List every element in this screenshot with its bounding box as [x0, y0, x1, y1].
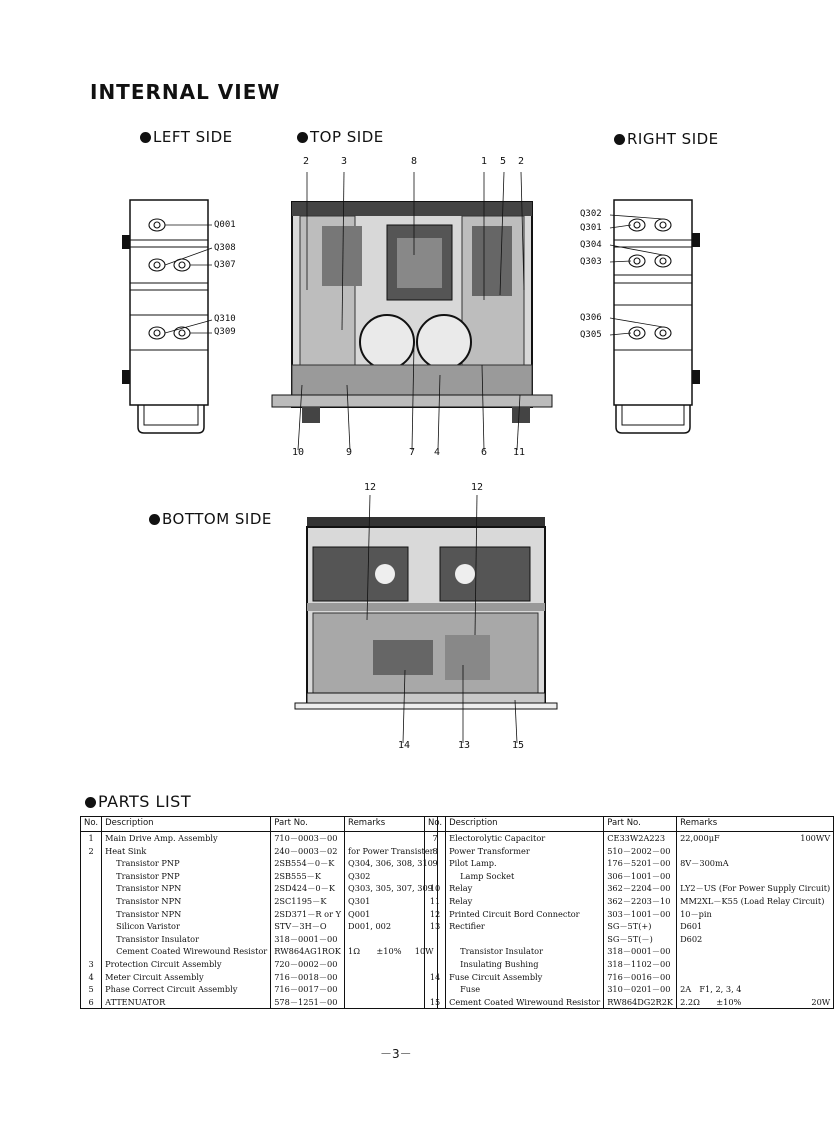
- cell-description: [102, 996, 271, 1009]
- table-row: [81, 958, 438, 971]
- callout-label: 6: [481, 447, 488, 458]
- bullet-icon: [140, 132, 151, 143]
- cell-no: [425, 870, 446, 883]
- cell-part-no: [604, 971, 677, 984]
- cell-description: [102, 920, 271, 933]
- description-text: Fuse Circuit Assembly: [449, 971, 543, 982]
- cell-remarks: [677, 933, 834, 946]
- parts-table-left: [80, 816, 441, 1009]
- cell-description: [446, 895, 604, 908]
- part-no-text: 716－0016－00: [607, 971, 671, 982]
- cell-remarks: [677, 882, 834, 895]
- bullet-icon: [149, 514, 160, 525]
- cell-part-no: [604, 996, 677, 1009]
- cell-remarks: [677, 958, 834, 971]
- remarks-text: 10－pin: [680, 908, 712, 919]
- cell-part-no: [604, 832, 677, 845]
- cell-remarks: [677, 908, 834, 921]
- remarks-text: Q001: [348, 908, 371, 919]
- cell-part-no: [271, 945, 345, 958]
- cell-part-no: [271, 996, 345, 1009]
- cell-part-no: [271, 971, 345, 984]
- part-no-text: SG－5T(+): [607, 921, 652, 932]
- cell-no: [425, 996, 446, 1009]
- table-row: [425, 958, 834, 971]
- cell-description: [446, 958, 604, 971]
- cell-remarks: [677, 895, 834, 908]
- callout-label: 12: [364, 482, 377, 493]
- cell-description: [102, 832, 271, 845]
- table-row: [425, 920, 834, 933]
- remarks-text: Q302: [348, 870, 371, 881]
- table-row: [425, 933, 834, 946]
- description-text: Transistor Insulator: [460, 946, 544, 957]
- part-no-text: 2SD371－R or Y: [274, 908, 342, 919]
- cell-no: [81, 983, 102, 996]
- cell-part-no: [271, 857, 345, 870]
- description-text: Transistor NPN: [116, 895, 182, 906]
- part-no-text: 2SD424－0－K: [274, 883, 335, 894]
- description-text: Relay: [449, 895, 473, 906]
- part-no-text: 716－0018－00: [274, 971, 338, 982]
- part-no-text: 362－2204－00: [607, 883, 671, 894]
- no-text: 6: [88, 996, 94, 1007]
- cell-no: [425, 832, 446, 845]
- description-text: Meter Circuit Assembly: [105, 971, 204, 982]
- cell-part-no: [604, 945, 677, 958]
- callout-label: 15: [512, 740, 525, 751]
- callout-label: 8: [411, 156, 418, 167]
- remarks-text: Q301: [348, 895, 371, 906]
- remarks-text: 2.2Ω ±10%: [680, 996, 742, 1007]
- bottom-side-heading: BOTTOM SIDE: [149, 510, 272, 528]
- bullet-icon: [614, 134, 625, 145]
- left-side-heading: LEFT SIDE: [140, 128, 233, 146]
- table-header-row: [81, 817, 438, 832]
- description-text: Rectifier: [449, 921, 485, 932]
- table-row: [81, 857, 438, 870]
- cell-description: [446, 933, 604, 946]
- cell-description: [102, 870, 271, 883]
- bullet-icon: [297, 132, 308, 143]
- cell-description: [446, 996, 604, 1009]
- cell-description: [446, 971, 604, 984]
- left-q-label: Q309: [214, 327, 236, 337]
- cell-remarks: [677, 832, 834, 845]
- table-row: [81, 870, 438, 883]
- description-text: Transistor Insulator: [116, 933, 200, 944]
- cell-description: [446, 832, 604, 845]
- remarks-text: 8V－300mA: [680, 858, 729, 869]
- no-text: 12: [429, 908, 441, 919]
- table-row: [81, 933, 438, 946]
- right-q-label: Q301: [580, 223, 602, 233]
- cell-description: [446, 845, 604, 858]
- column-header: Remarks: [345, 817, 438, 832]
- page-number: －3－: [380, 1047, 412, 1061]
- callout-label: 10: [292, 447, 305, 458]
- column-header: No.: [425, 817, 446, 832]
- table-row: [425, 870, 834, 883]
- description-text: Transistor PNP: [116, 858, 180, 869]
- remarks-text: 22,000μF: [680, 833, 720, 843]
- remarks-rating: 100WV: [800, 833, 831, 843]
- no-text: 7: [432, 833, 438, 843]
- parts-table-right: [424, 816, 834, 1009]
- cell-part-no: [271, 845, 345, 858]
- callout-label: 14: [398, 740, 411, 751]
- remarks-rating: 20W: [811, 996, 831, 1007]
- description-text: Printed Circuit Bord Connector: [449, 908, 580, 919]
- description-text: Main Drive Amp. Assembly: [105, 833, 218, 843]
- cell-no: [81, 845, 102, 858]
- table-row: [81, 908, 438, 921]
- cell-description: [102, 882, 271, 895]
- table-row: [81, 971, 438, 984]
- table-row: [81, 996, 438, 1009]
- remarks-text: MM2XL－K55 (Load Relay Circuit): [680, 895, 825, 906]
- description-text: Pilot Lamp.: [449, 858, 497, 869]
- right-side-diagram: [590, 195, 710, 440]
- top-side-photo: [262, 160, 562, 460]
- column-header: No.: [81, 817, 102, 832]
- cell-part-no: [271, 870, 345, 883]
- description-text: Heat Sink: [105, 845, 147, 856]
- page-title: INTERNAL VIEW: [90, 80, 281, 104]
- cell-no: [81, 832, 102, 845]
- table-row: [425, 845, 834, 858]
- cell-part-no: [271, 832, 345, 845]
- part-no-text: RW864AG1ROK: [274, 946, 341, 957]
- description-text: Silicon Varistor: [116, 921, 180, 932]
- description-text: Lamp Socket: [460, 870, 515, 881]
- left-q-label: Q307: [214, 260, 236, 270]
- remarks-text: LY2－US (For Power Supply Circuit): [680, 883, 831, 894]
- right-q-label: Q303: [580, 257, 602, 267]
- cell-part-no: [271, 908, 345, 921]
- cell-no: [81, 971, 102, 984]
- table-row: [425, 882, 834, 895]
- description-text: Protection Circuit Assembly: [105, 958, 222, 969]
- cell-part-no: [271, 958, 345, 971]
- cell-description: [102, 895, 271, 908]
- description-text: Cement Coated Wirewound Resistor: [116, 946, 268, 957]
- cell-description: [102, 983, 271, 996]
- column-header: Description: [102, 817, 271, 832]
- cell-part-no: [604, 895, 677, 908]
- no-text: 2: [88, 845, 94, 856]
- cell-part-no: [604, 870, 677, 883]
- part-no-text: 720－0002－00: [274, 958, 338, 969]
- table-row: [425, 895, 834, 908]
- part-no-text: 176－5201－00: [607, 858, 671, 869]
- cell-no: [425, 857, 446, 870]
- cell-part-no: [604, 882, 677, 895]
- table-row: [81, 945, 438, 958]
- remarks-text: Q303, 305, 307, 309: [348, 883, 433, 894]
- table-row: [425, 971, 834, 984]
- top-side-heading: TOP SIDE: [297, 128, 384, 146]
- cell-no: [81, 857, 102, 870]
- no-text: 11: [429, 895, 441, 906]
- remarks-rating: 10W: [414, 946, 434, 957]
- no-text: 13: [429, 921, 441, 932]
- cell-no: [425, 908, 446, 921]
- cell-description: [102, 958, 271, 971]
- no-text: 9: [432, 858, 438, 869]
- callout-label: 11: [513, 447, 526, 458]
- description-text: Transistor PNP: [116, 870, 180, 881]
- description-text: Phase Correct Circuit Assembly: [105, 984, 238, 995]
- left-q-label: Q310: [214, 314, 236, 324]
- cell-part-no: [604, 857, 677, 870]
- cell-description: [102, 945, 271, 958]
- description-text: Transistor NPN: [116, 883, 182, 894]
- part-no-text: 710－0003－00: [274, 833, 338, 843]
- right-q-label: Q306: [580, 313, 602, 323]
- table-row: [425, 832, 834, 845]
- description-text: Fuse: [460, 984, 481, 995]
- cell-no: [425, 882, 446, 895]
- table-row: [81, 832, 438, 845]
- cell-description: [446, 857, 604, 870]
- cell-remarks: [677, 845, 834, 858]
- cell-part-no: [604, 920, 677, 933]
- description-text: Electorolytic Capacitor: [449, 833, 546, 843]
- cell-no: [425, 945, 446, 958]
- cell-description: [446, 945, 604, 958]
- callout-label: 7: [409, 447, 416, 458]
- cell-no: [425, 933, 446, 946]
- cell-description: [102, 933, 271, 946]
- cell-part-no: [271, 895, 345, 908]
- right-q-label: Q304: [580, 240, 602, 250]
- cell-part-no: [271, 933, 345, 946]
- callout-label: 13: [458, 740, 471, 751]
- table-row: [81, 845, 438, 858]
- column-header: Part No.: [604, 817, 677, 832]
- part-no-text: 716－0017－00: [274, 984, 338, 995]
- bullet-icon: [85, 797, 96, 808]
- left-q-label: Q308: [214, 243, 236, 253]
- no-text: 5: [88, 984, 94, 995]
- table-row: [425, 857, 834, 870]
- remarks-text: D602: [680, 933, 703, 944]
- no-text: 15: [429, 996, 441, 1007]
- callout-label: 4: [434, 447, 441, 458]
- cell-part-no: [604, 958, 677, 971]
- cell-remarks: [677, 945, 834, 958]
- remarks-text: for Power Transister: [348, 845, 434, 856]
- part-no-text: 306－1001－00: [607, 870, 671, 881]
- part-no-text: 303－1001－00: [607, 908, 671, 919]
- remarks-text: 1Ω ±10%: [348, 946, 402, 957]
- no-text: 10: [429, 883, 441, 894]
- bottom-side-photo: [295, 495, 565, 745]
- right-q-label: Q302: [580, 209, 602, 219]
- cell-no: [425, 845, 446, 858]
- left-q-label: Q001: [214, 220, 236, 230]
- callout-label: 2: [518, 156, 525, 167]
- cell-part-no: [271, 983, 345, 996]
- cell-description: [446, 920, 604, 933]
- table-row: [425, 908, 834, 921]
- description-text: Transistor NPN: [116, 908, 182, 919]
- table-row: [81, 920, 438, 933]
- column-header: Remarks: [677, 817, 834, 832]
- cell-no: [425, 958, 446, 971]
- part-no-text: 2SB555－K: [274, 870, 321, 881]
- cell-no: [81, 882, 102, 895]
- part-no-text: 2SB554－0－K: [274, 858, 335, 869]
- part-no-text: 318－0001－00: [274, 933, 338, 944]
- description-text: Power Transformer: [449, 845, 530, 856]
- cell-remarks: [677, 996, 834, 1009]
- cell-description: [102, 908, 271, 921]
- cell-remarks: [677, 857, 834, 870]
- cell-no: [81, 870, 102, 883]
- cell-part-no: [604, 983, 677, 996]
- no-text: 4: [88, 971, 94, 982]
- cell-remarks: [677, 983, 834, 996]
- cell-no: [81, 933, 102, 946]
- cell-no: [425, 895, 446, 908]
- cell-no: [425, 983, 446, 996]
- remarks-text: D001, 002: [348, 921, 392, 932]
- right-side-heading: RIGHT SIDE: [614, 130, 719, 148]
- part-no-text: 578－1251－00: [274, 996, 338, 1007]
- part-no-text: 2SC1195－K: [274, 895, 327, 906]
- cell-part-no: [271, 882, 345, 895]
- remarks-text: Q304, 306, 308, 310: [348, 858, 433, 869]
- description-text: Relay: [449, 883, 473, 894]
- part-no-text: RW864DG2R2K: [607, 996, 674, 1007]
- cell-no: [425, 920, 446, 933]
- cell-description: [446, 882, 604, 895]
- parts-list-heading: PARTS LIST: [85, 792, 191, 811]
- cell-part-no: [604, 908, 677, 921]
- column-header: Description: [446, 817, 604, 832]
- table-row: [425, 945, 834, 958]
- cell-no: [81, 996, 102, 1009]
- part-no-text: 318－1102－00: [607, 958, 671, 969]
- part-no-text: 310－0201－00: [607, 984, 671, 995]
- cell-description: [102, 857, 271, 870]
- table-row: [81, 895, 438, 908]
- part-no-text: 362－2203－10: [607, 895, 671, 906]
- callout-label: 2: [303, 156, 310, 167]
- cell-no: [425, 971, 446, 984]
- part-no-text: CE33W2A223: [607, 833, 666, 843]
- column-header: Part No.: [271, 817, 345, 832]
- cell-no: [81, 895, 102, 908]
- cell-part-no: [604, 933, 677, 946]
- description-text: Insulating Bushing: [460, 958, 539, 969]
- callout-label: 9: [346, 447, 353, 458]
- callout-label: 1: [481, 156, 488, 167]
- part-no-text: 318－0001－00: [607, 946, 671, 957]
- description-text: Cement Coated Wirewound Resistor: [449, 996, 601, 1007]
- table-header-row: [425, 817, 834, 832]
- callout-label: 3: [341, 156, 348, 167]
- cell-no: [81, 945, 102, 958]
- right-q-label: Q305: [580, 330, 602, 340]
- callout-label: 12: [471, 482, 484, 493]
- cell-description: [102, 971, 271, 984]
- part-no-text: 510－2002－00: [607, 845, 671, 856]
- cell-part-no: [271, 920, 345, 933]
- cell-remarks: [677, 920, 834, 933]
- callout-label: 5: [500, 156, 507, 167]
- description-text: ATTENUATOR: [105, 996, 166, 1007]
- part-no-text: 240－0003－02: [274, 845, 338, 856]
- cell-no: [81, 958, 102, 971]
- remarks-text: 2A F1, 2, 3, 4: [680, 984, 742, 995]
- no-text: 3: [88, 958, 94, 969]
- cell-remarks: [677, 971, 834, 984]
- cell-no: [81, 920, 102, 933]
- cell-description: [102, 845, 271, 858]
- table-row: [81, 882, 438, 895]
- cell-part-no: [604, 845, 677, 858]
- cell-description: [446, 908, 604, 921]
- cell-remarks: [677, 870, 834, 883]
- cell-description: [446, 870, 604, 883]
- no-text: 14: [429, 971, 441, 982]
- no-text: 1: [88, 833, 94, 843]
- table-row: [81, 983, 438, 996]
- part-no-text: STV－3H－O: [274, 921, 327, 932]
- no-text: 8: [432, 845, 438, 856]
- table-row: [425, 983, 834, 996]
- table-row: [425, 996, 834, 1009]
- cell-description: [446, 983, 604, 996]
- cell-no: [81, 908, 102, 921]
- part-no-text: SG－5T(－): [607, 933, 653, 944]
- remarks-text: D601: [680, 921, 703, 932]
